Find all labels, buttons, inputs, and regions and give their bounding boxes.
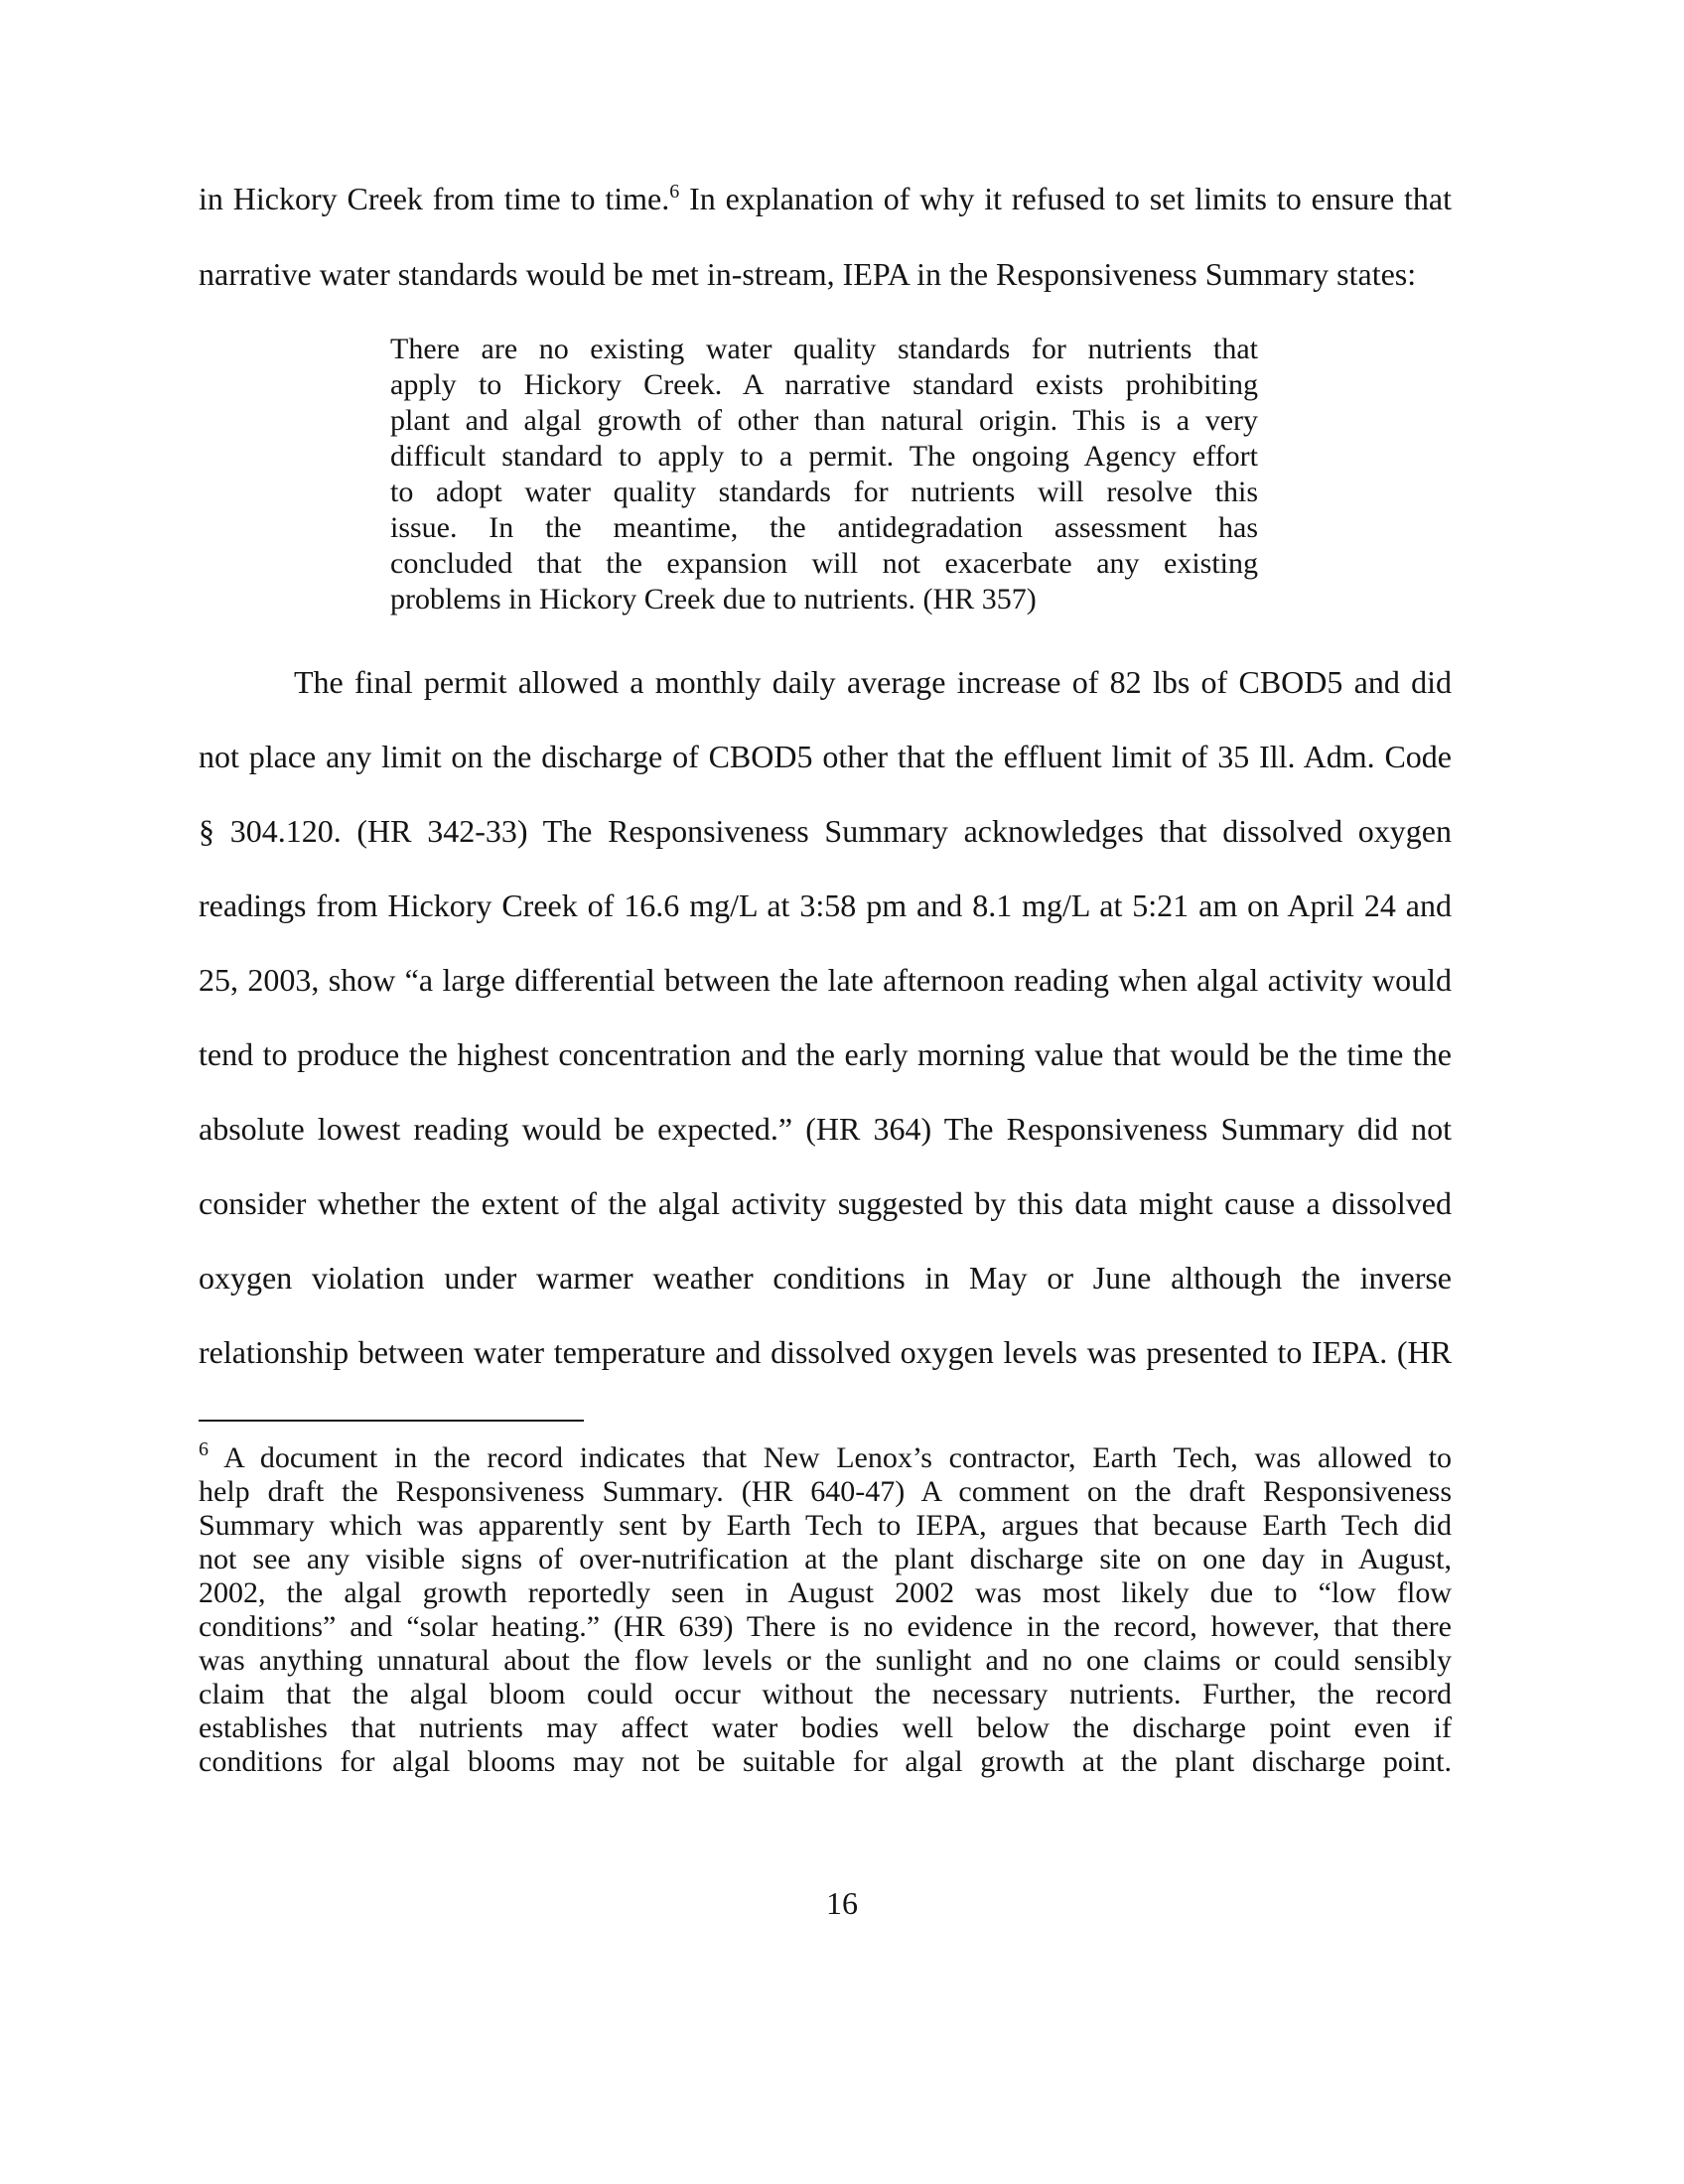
body-line: absolute lowest reading would be expected.” (HR 364) The Responsiveness Summary did not: [199, 1111, 1452, 1147]
body-line: readings from Hickory Creek of 16.6 mg/L at 3:58 pm and 8.1 mg/L at 5:21 am on April 24 and: [199, 887, 1452, 923]
quote-line: problems in Hickory Creek due to nutrients. (HR 357): [390, 583, 1037, 615]
body-line: The final permit allowed a monthly daily average increase of 82 lbs of CBOD5 and did: [294, 664, 1452, 700]
footnote-line: not see any visible signs of over-nutrification at the plant discharge site on one day in August,: [199, 1543, 1452, 1575]
body-text: In explanation of why it refused to set limits to ensure that: [679, 181, 1452, 216]
body-line: narrative water standards would be met in-stream, IEPA in the Responsiveness Summary states:: [199, 256, 1417, 292]
footnote-line: 2002, the algal growth reportedly seen in August 2002 was most likely due to “low flow: [199, 1576, 1452, 1609]
footnote-reference: 6: [669, 181, 680, 203]
body-line: [199, 180, 1452, 217]
footnote-line: claim that the algal bloom could occur without the necessary nutrients. Further, the record: [199, 1678, 1452, 1710]
quote-line: issue. In the meantime, the antidegradation assessment has: [390, 511, 1258, 544]
body-line: not place any limit on the discharge of CBOD5 other that the effluent limit of 35 Ill. Adm. Code: [199, 739, 1452, 774]
quote-line: apply to Hickory Creek. A narrative standard exists prohibiting: [390, 368, 1258, 401]
footnote-line: [199, 1438, 1452, 1475]
quote-line: There are no existing water quality standards for nutrients that: [390, 333, 1258, 365]
quote-line: difficult standard to apply to a permit. The ongoing Agency effort: [390, 440, 1258, 473]
footnote-line: help draft the Responsiveness Summary. (HR 640-47) A comment on the draft Responsiveness: [199, 1475, 1452, 1508]
footnote-line: Summary which was apparently sent by Earth Tech to IEPA, argues that because Earth Tech did: [199, 1509, 1452, 1542]
body-text: in Hickory Creek from time to time.: [199, 181, 670, 216]
footnote-text: A document in the record indicates that New Lenox’s contractor, Earth Tech, was allowed to: [209, 1441, 1452, 1474]
footnote-line: conditions” and “solar heating.” (HR 639) There is no evidence in the record, however, that there: [199, 1610, 1452, 1643]
body-line: relationship between water temperature and dissolved oxygen levels was presented to IEPA. (HR: [199, 1334, 1452, 1370]
page-number: 16: [826, 1885, 858, 1921]
body-line: 25, 2003, show “a large differential between the late afternoon reading when algal activity would: [199, 962, 1452, 998]
body-line: § 304.120. (HR 342-33) The Responsiveness Summary acknowledges that dissolved oxygen: [199, 813, 1452, 849]
body-line: tend to produce the highest concentration and the early morning value that would be the time the: [199, 1036, 1452, 1072]
footnote-line: establishes that nutrients may affect water bodies well below the discharge point even if: [199, 1711, 1452, 1744]
footnote-marker: 6: [199, 1438, 209, 1460]
quote-line: concluded that the expansion will not exacerbate any existing: [390, 547, 1258, 580]
quote-line: to adopt water quality standards for nutrients will resolve this: [390, 476, 1258, 508]
body-line: oxygen violation under warmer weather conditions in May or June although the inverse: [199, 1260, 1452, 1296]
footnote-line: was anything unnatural about the flow levels or the sunlight and no one claims or could sensibly: [199, 1644, 1452, 1677]
quote-line: plant and algal growth of other than natural origin. This is a very: [390, 404, 1258, 437]
footnote-line: conditions for algal blooms may not be suitable for algal growth at the plant discharge point.: [199, 1745, 1452, 1778]
footnote-separator: [199, 1420, 584, 1422]
body-line: consider whether the extent of the algal activity suggested by this data might cause a dissolved: [199, 1185, 1452, 1221]
